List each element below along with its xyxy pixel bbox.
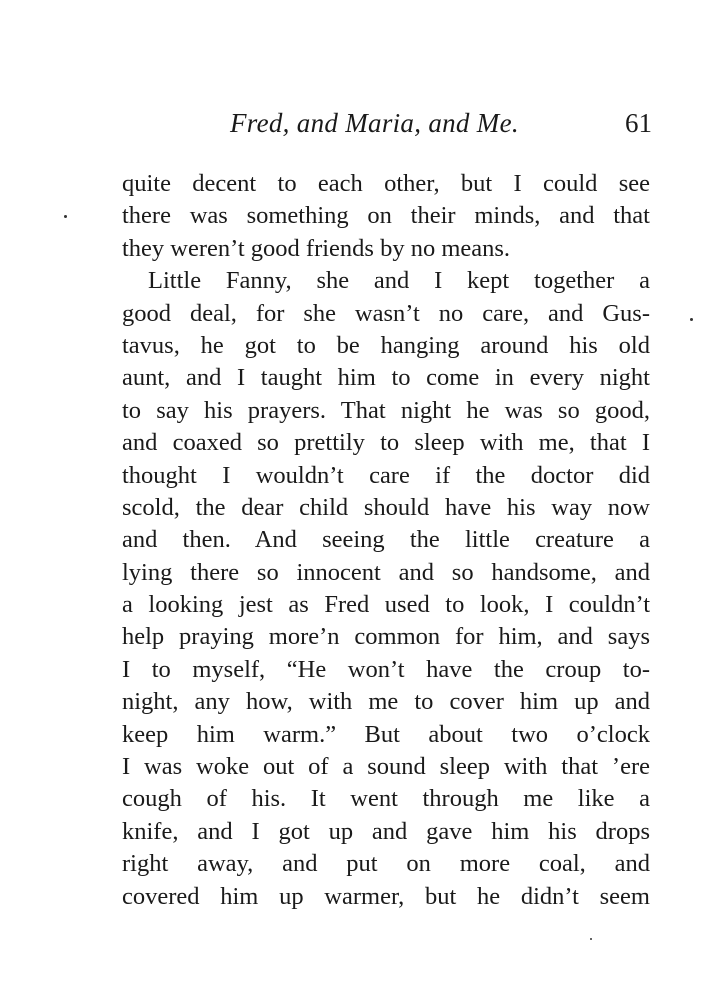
text-line: they weren’t good friends by no means. [122, 234, 511, 262]
page-number: 61 [625, 108, 652, 138]
text-line: knife, and I got up and gave him his drops [122, 817, 650, 845]
text-line: I to myself, “He won’t have the croup to- [122, 655, 650, 683]
running-title: Fred, and Maria, and Me. [230, 108, 519, 138]
text-line: and then. And seeing the little creature a [122, 526, 650, 554]
text-line: help praying more’n common for him, and says [122, 623, 650, 651]
text-line: a looking jest as Fred used to look, I couldn’t [122, 591, 650, 619]
scan-speck [590, 938, 592, 940]
text-line: right away, and put on more coal, and [122, 850, 650, 878]
text-line: tavus, he got to be hanging around his old [122, 331, 650, 359]
scan-speck [690, 318, 693, 321]
text-line: to say his prayers. That night he was so good, [122, 396, 650, 424]
body-text [122, 168, 650, 913]
text-line: and coaxed so prettily to sleep with me, that I [122, 429, 650, 457]
text-line: aunt, and I taught him to come in every night [122, 364, 650, 392]
scan-speck [64, 215, 67, 218]
text-line: cough of his. It went through me like a [122, 785, 650, 813]
text-line: Little Fanny, she and I kept together a [148, 267, 650, 295]
text-line: scold, the dear child should have his way now [122, 493, 650, 521]
text-line: covered him up warmer, but he didn’t seem [122, 882, 650, 910]
text-line: quite decent to each other, but I could see [122, 170, 650, 197]
text-line: I was woke out of a sound sleep with that ’ere [122, 753, 650, 781]
text-line: thought I wouldn’t care if the doctor did [122, 461, 650, 489]
running-head [122, 108, 656, 148]
text-line: good deal, for she wasn’t no care, and Gus- [122, 299, 650, 327]
text-line: keep him warm.” But about two o’clock [122, 720, 650, 748]
text-line: there was something on their minds, and that [122, 202, 650, 230]
text-line: lying there so innocent and so handsome, and [122, 558, 650, 586]
text-line: night, any how, with me to cover him up and [122, 688, 650, 716]
